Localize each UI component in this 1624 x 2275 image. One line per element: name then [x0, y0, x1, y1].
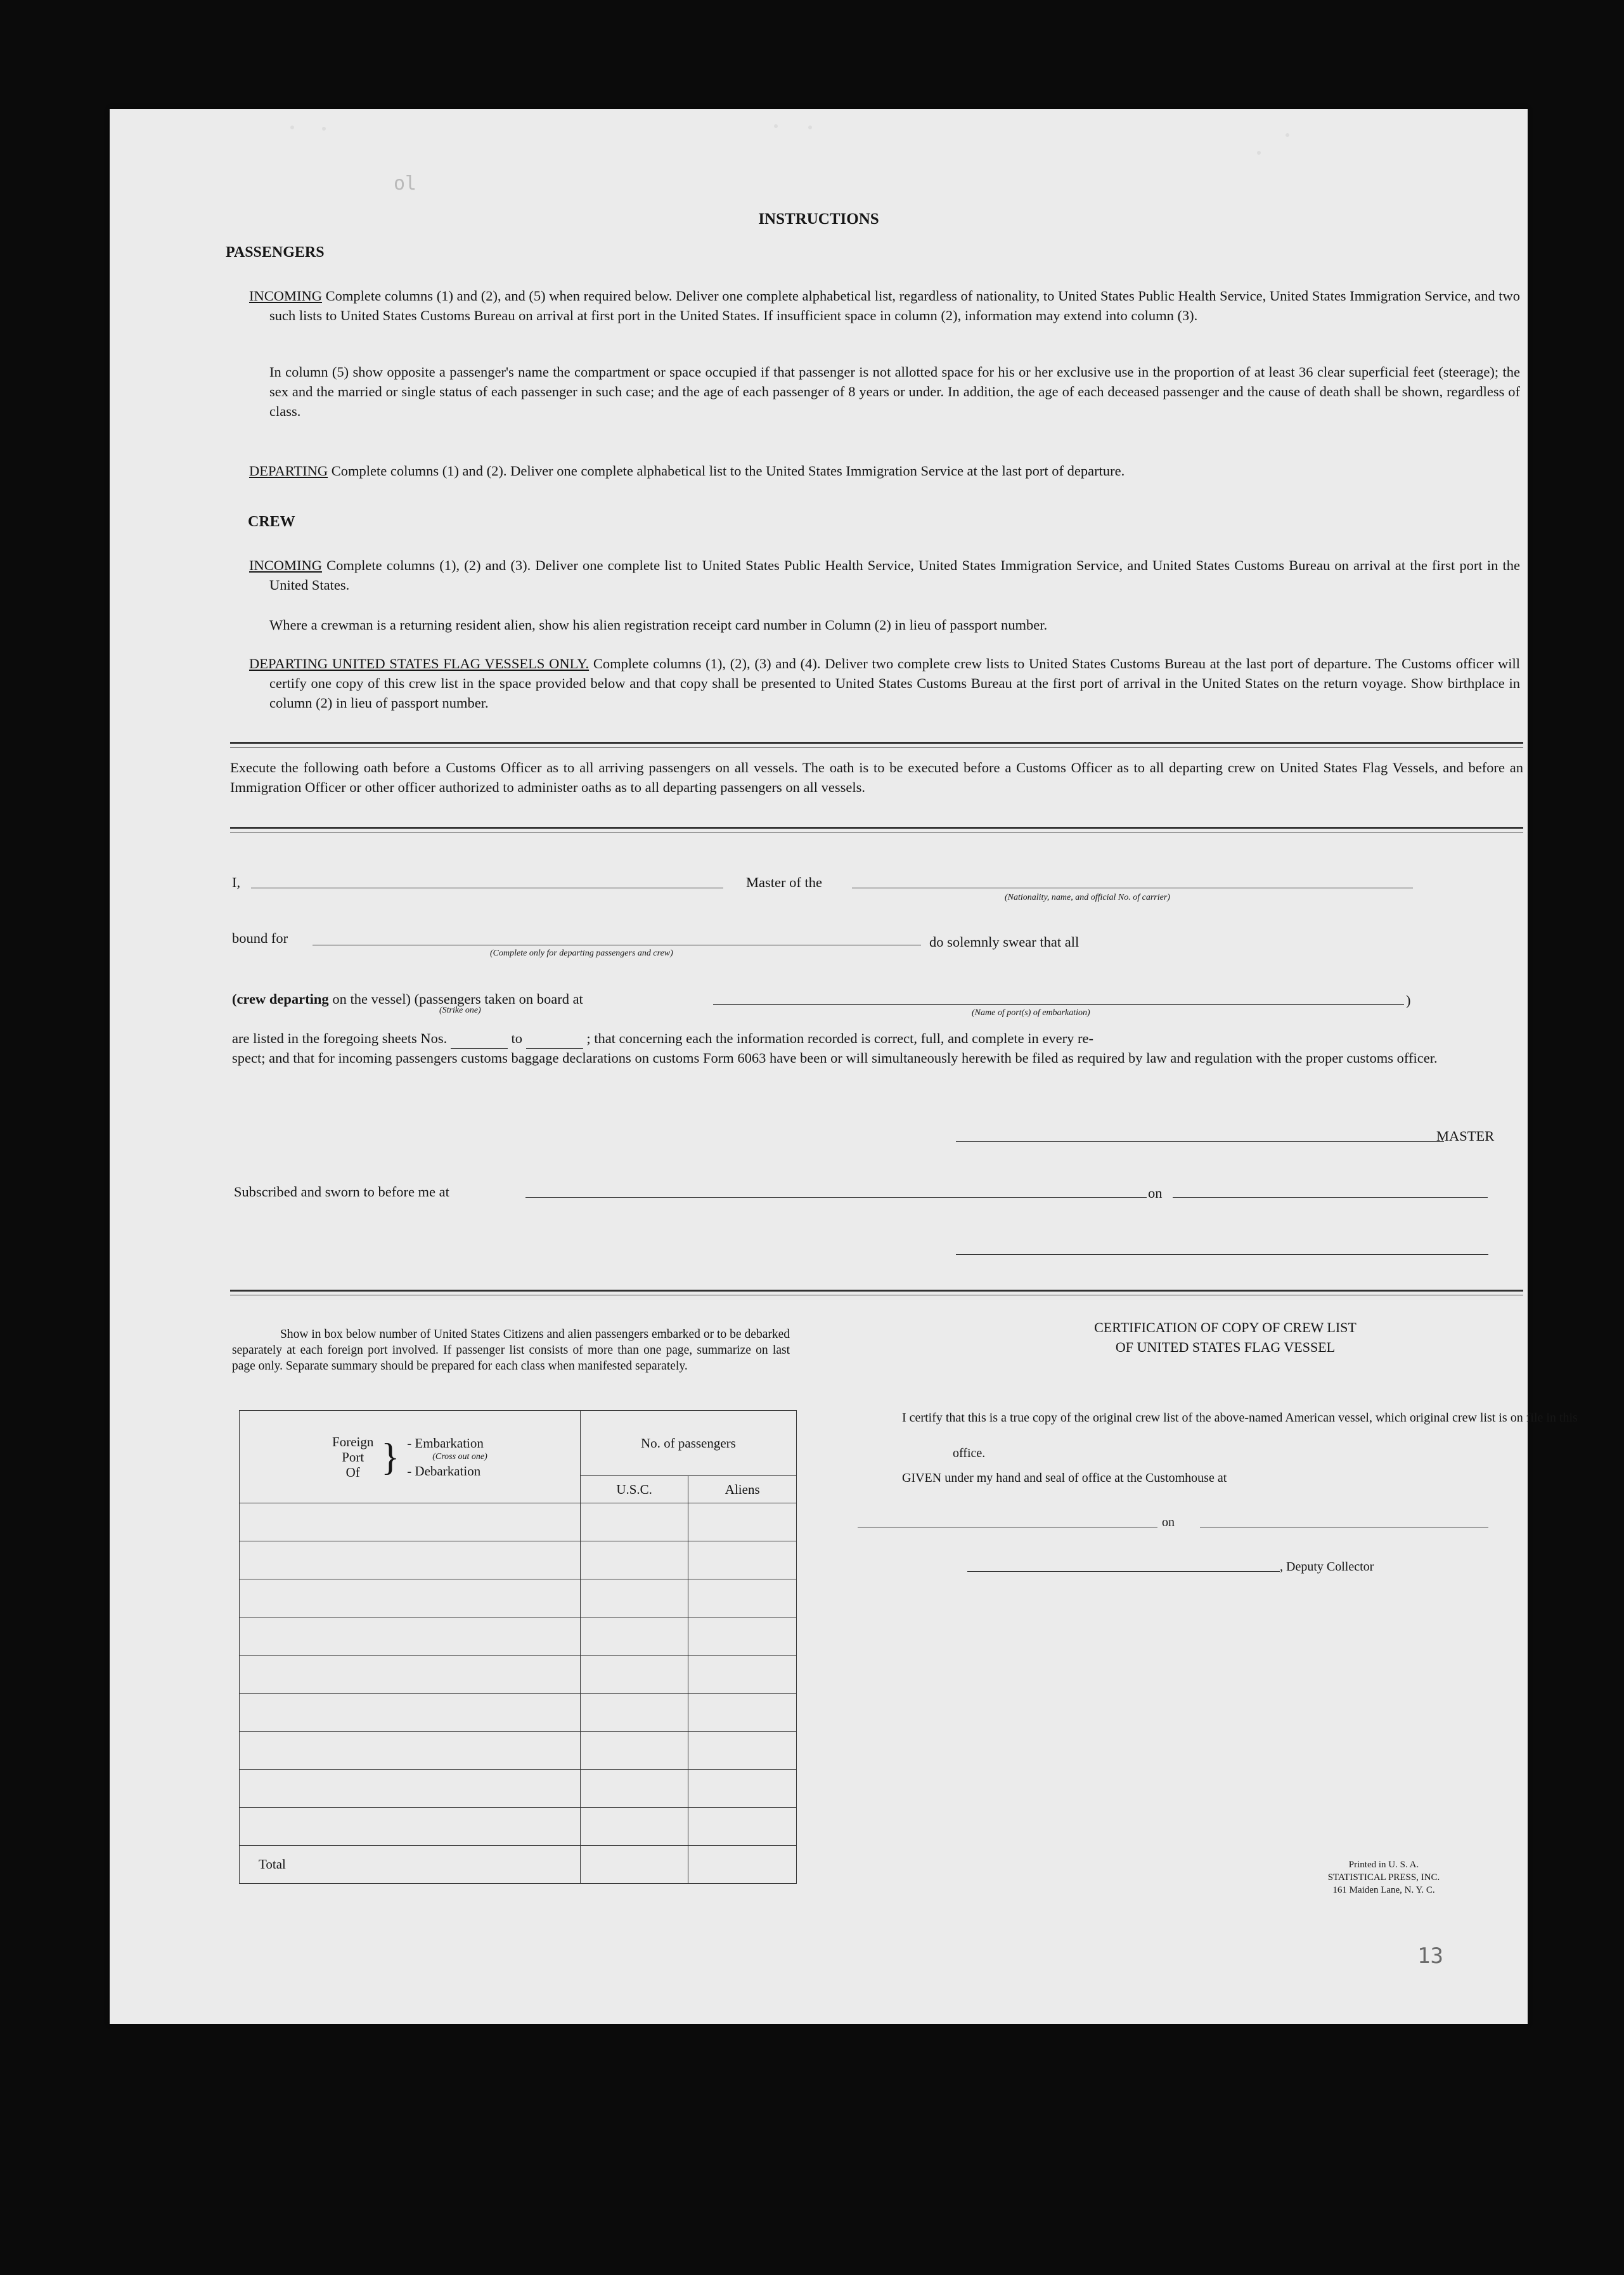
port-cell[interactable]	[240, 1541, 581, 1579]
passengers-departing-paragraph	[249, 461, 1520, 481]
flag-vessels-paragraph	[249, 654, 1520, 713]
port-cell[interactable]	[240, 1770, 581, 1808]
total-aliens-cell[interactable]	[688, 1846, 797, 1884]
crew-incoming-text: Complete columns (1), (2) and (3). Deliver one complete list to United States Public Health Service, United States Immigration Service, and United States Customs Bureau on arrival at the first port in the United States.	[269, 557, 1520, 593]
port-cell[interactable]	[240, 1656, 581, 1694]
crew-departing-rest: on the vessel) (passengers taken on board at	[332, 991, 583, 1007]
oath-intro: Execute the following oath before a Customs Officer as to all arriving passengers on all vessels. The oath is to be executed before a Customs Officer as to all departing crew on United States Flag Vessels, and before an Immigration Officer or other officer authorized to administer oaths as to all departing passengers on all vessels.	[230, 760, 1523, 795]
total-usc-cell[interactable]	[580, 1846, 688, 1884]
usc-cell[interactable]	[580, 1808, 688, 1846]
port-cell[interactable]	[240, 1732, 581, 1770]
flag-vessels-text: Complete columns (1), (2), (3) and (4). Deliver two complete crew lists to United States Customs Bureau at the last port of departure. The Customs officer will certify one copy of this crew list in the space provided below and that copy shall be presented to United States Customs Bureau at the first port of arrival in the United States on the return voyage. Show birthplace in column (2) in lieu of passport number.	[269, 656, 1520, 711]
master-signature-line[interactable]	[956, 1141, 1444, 1142]
usc-cell[interactable]	[580, 1503, 688, 1541]
crew-incoming-paragraph	[249, 555, 1520, 595]
imprint-line2: STATISTICAL PRESS, INC.	[1327, 1872, 1440, 1883]
aliens-cell[interactable]	[688, 1656, 797, 1694]
bound-for-caption: (Complete only for departing passengers and crew)	[490, 949, 673, 958]
deputy-collector-label: , Deputy Collector	[1280, 1560, 1374, 1574]
usc-cell[interactable]	[580, 1579, 688, 1617]
crew-departing-line	[232, 989, 583, 1009]
sheets-continuation: spect; and that for incoming passengers customs baggage declarations on customs Form 6063 have been or will simultaneously herewith be filed as required by law and regulation with the proper customs officer.	[232, 1050, 1438, 1066]
passengers-incoming-paragraph	[249, 286, 1520, 325]
certification-title	[959, 1318, 1492, 1357]
brace-glyph: }	[381, 1436, 400, 1478]
printer-imprint	[1225, 1858, 1542, 1896]
oath-i-label: I,	[232, 874, 241, 890]
speck	[322, 127, 326, 131]
certify-text: I certify that this is a true copy of the original crew list of the above-named American vessel, which original crew list is on file in this office.	[902, 1411, 1578, 1460]
sworn-at-field[interactable]	[525, 1197, 1147, 1198]
passengers-heading: PASSENGERS	[226, 244, 325, 261]
speck	[808, 126, 812, 129]
sheet-from-field[interactable]	[451, 1028, 508, 1049]
header-port: Port	[342, 1449, 364, 1465]
certification-title-line1: CERTIFICATION OF COPY OF CREW LIST	[1094, 1319, 1357, 1335]
bound-for-label: bound for	[232, 930, 288, 946]
usc-cell[interactable]	[580, 1656, 688, 1694]
bleed-mark: 13	[1417, 1943, 1443, 1969]
incoming-label: INCOMING	[249, 288, 322, 304]
divider	[230, 742, 1523, 744]
aliens-cell[interactable]	[688, 1541, 797, 1579]
usc-cell[interactable]	[580, 1541, 688, 1579]
aliens-cell[interactable]	[688, 1770, 797, 1808]
header-of: Of	[345, 1464, 360, 1480]
strike-one-caption: (Strike one)	[439, 1006, 481, 1015]
header-cross-out: (Cross out one)	[432, 1451, 487, 1462]
speck	[290, 126, 294, 129]
column5-paragraph: In column (5) show opposite a passenger's name the compartment or space occupied if that passenger is not allotted space for his or her exclusive use in the proportion of at least 36 clear superficial feet (steerage); the sex and the married or single status of each passenger in such case; and the age of each passenger of 8 years or under. In addition, the age of each deceased passenger and the cause of death shall be shown, regardless of class.	[269, 364, 1520, 419]
aliens-cell[interactable]	[688, 1579, 797, 1617]
deputy-collector-signature[interactable]	[967, 1571, 1280, 1572]
aliens-cell[interactable]	[688, 1694, 797, 1732]
sheets-to: to	[511, 1030, 523, 1046]
divider	[230, 827, 1523, 829]
sheets-line	[232, 1028, 1523, 1049]
sworn-on-label: on	[1148, 1185, 1163, 1201]
passengers-departing-text: Complete columns (1) and (2). Deliver one complete alphabetical list to the United States Immigration Service at the last port of departure.	[331, 463, 1125, 479]
no-of-passengers-header: No. of passengers	[580, 1411, 796, 1476]
departing-label: DEPARTING	[249, 463, 328, 479]
sheet-to-field[interactable]	[526, 1028, 583, 1049]
port-cell[interactable]	[240, 1503, 581, 1541]
aliens-cell[interactable]	[688, 1732, 797, 1770]
total-label: Total	[240, 1846, 581, 1884]
speck	[1286, 133, 1289, 137]
passenger-summary-table	[239, 1410, 797, 1884]
port-cell[interactable]	[240, 1617, 581, 1656]
subscribed-label: Subscribed and sworn to before me at	[234, 1184, 449, 1200]
divider	[230, 1290, 1523, 1292]
speck	[1257, 151, 1261, 155]
bleed-mark: ol	[394, 172, 417, 195]
aliens-cell[interactable]	[688, 1617, 797, 1656]
crew-departing-bold: (crew departing	[232, 991, 329, 1007]
port-caption: (Name of port(s) of embarkation)	[972, 1008, 1090, 1018]
master-label: MASTER	[1436, 1128, 1495, 1144]
sheets-text-b: ; that concerning each the information recorded is correct, full, and complete in every re-	[586, 1030, 1093, 1046]
close-paren: )	[1406, 992, 1411, 1008]
cert-on-label: on	[1162, 1515, 1175, 1529]
speck	[774, 124, 778, 128]
flag-vessels-label: DEPARTING UNITED STATES FLAG VESSELS ONLY.	[249, 656, 590, 671]
crew-heading: CREW	[248, 514, 295, 530]
header-debarkation: - Debarkation	[407, 1463, 481, 1479]
port-cell[interactable]	[240, 1694, 581, 1732]
certification-title-line2: OF UNITED STATES FLAG VESSEL	[1115, 1339, 1336, 1355]
sworn-date-field[interactable]	[1173, 1197, 1488, 1198]
header-embarkation: - Embarkation	[407, 1435, 484, 1451]
sheets-text-a: are listed in the foregoing sheets Nos.	[232, 1030, 448, 1046]
aliens-cell[interactable]	[688, 1808, 797, 1846]
instructions-title: INSTRUCTIONS	[758, 211, 879, 228]
form-sheet	[110, 109, 1578, 2024]
crewman-paragraph: Where a crewman is a returning resident alien, show his alien registration receipt card number in Column (2) in lieu of passport number.	[269, 617, 1048, 633]
usc-cell[interactable]	[580, 1694, 688, 1732]
port-cell[interactable]	[240, 1579, 581, 1617]
divider	[230, 747, 1523, 748]
imprint-line1: Printed in U. S. A.	[1348, 1860, 1419, 1870]
usc-header: U.S.C.	[580, 1476, 688, 1503]
port-header-cell	[240, 1411, 581, 1503]
port-of-embarkation-field[interactable]	[713, 1004, 1404, 1005]
master-of-label: Master of the	[746, 874, 822, 890]
passengers-incoming-text: Complete columns (1) and (2), and (5) when required below. Deliver one complete alphabetical list, regardless of nationality, to United States Public Health Service, United States Immigration Service, and two such lists to United States Customs Bureau on arrival at first port in the United States. If insufficient space in column (2), information may extend into column (3).	[269, 288, 1520, 323]
usc-cell[interactable]	[580, 1617, 688, 1656]
solemnly-swear-text: do solemnly swear that all	[929, 934, 1079, 950]
carrier-caption: (Nationality, name, and official No. of carrier)	[1005, 893, 1170, 902]
given-text: GIVEN under my hand and seal of office at the Customhouse at	[902, 1471, 1227, 1485]
summary-note: Show in box below number of United States Citizens and alien passengers embarked or to be debarked separately at each foreign port involved. If passenger list consists of more than one page, summarize on last page only. Separate summary should be prepared for each class when manifested separately.	[232, 1328, 790, 1373]
port-cell[interactable]	[240, 1808, 581, 1846]
usc-cell[interactable]	[580, 1770, 688, 1808]
imprint-line3: 161 Maiden Lane, N. Y. C.	[1332, 1885, 1435, 1895]
header-foreign: Foreign	[332, 1434, 374, 1449]
officer-signature-line[interactable]	[956, 1254, 1488, 1255]
aliens-cell[interactable]	[688, 1503, 797, 1541]
crew-incoming-label: INCOMING	[249, 557, 322, 573]
usc-cell[interactable]	[580, 1732, 688, 1770]
aliens-header: Aliens	[688, 1476, 797, 1503]
